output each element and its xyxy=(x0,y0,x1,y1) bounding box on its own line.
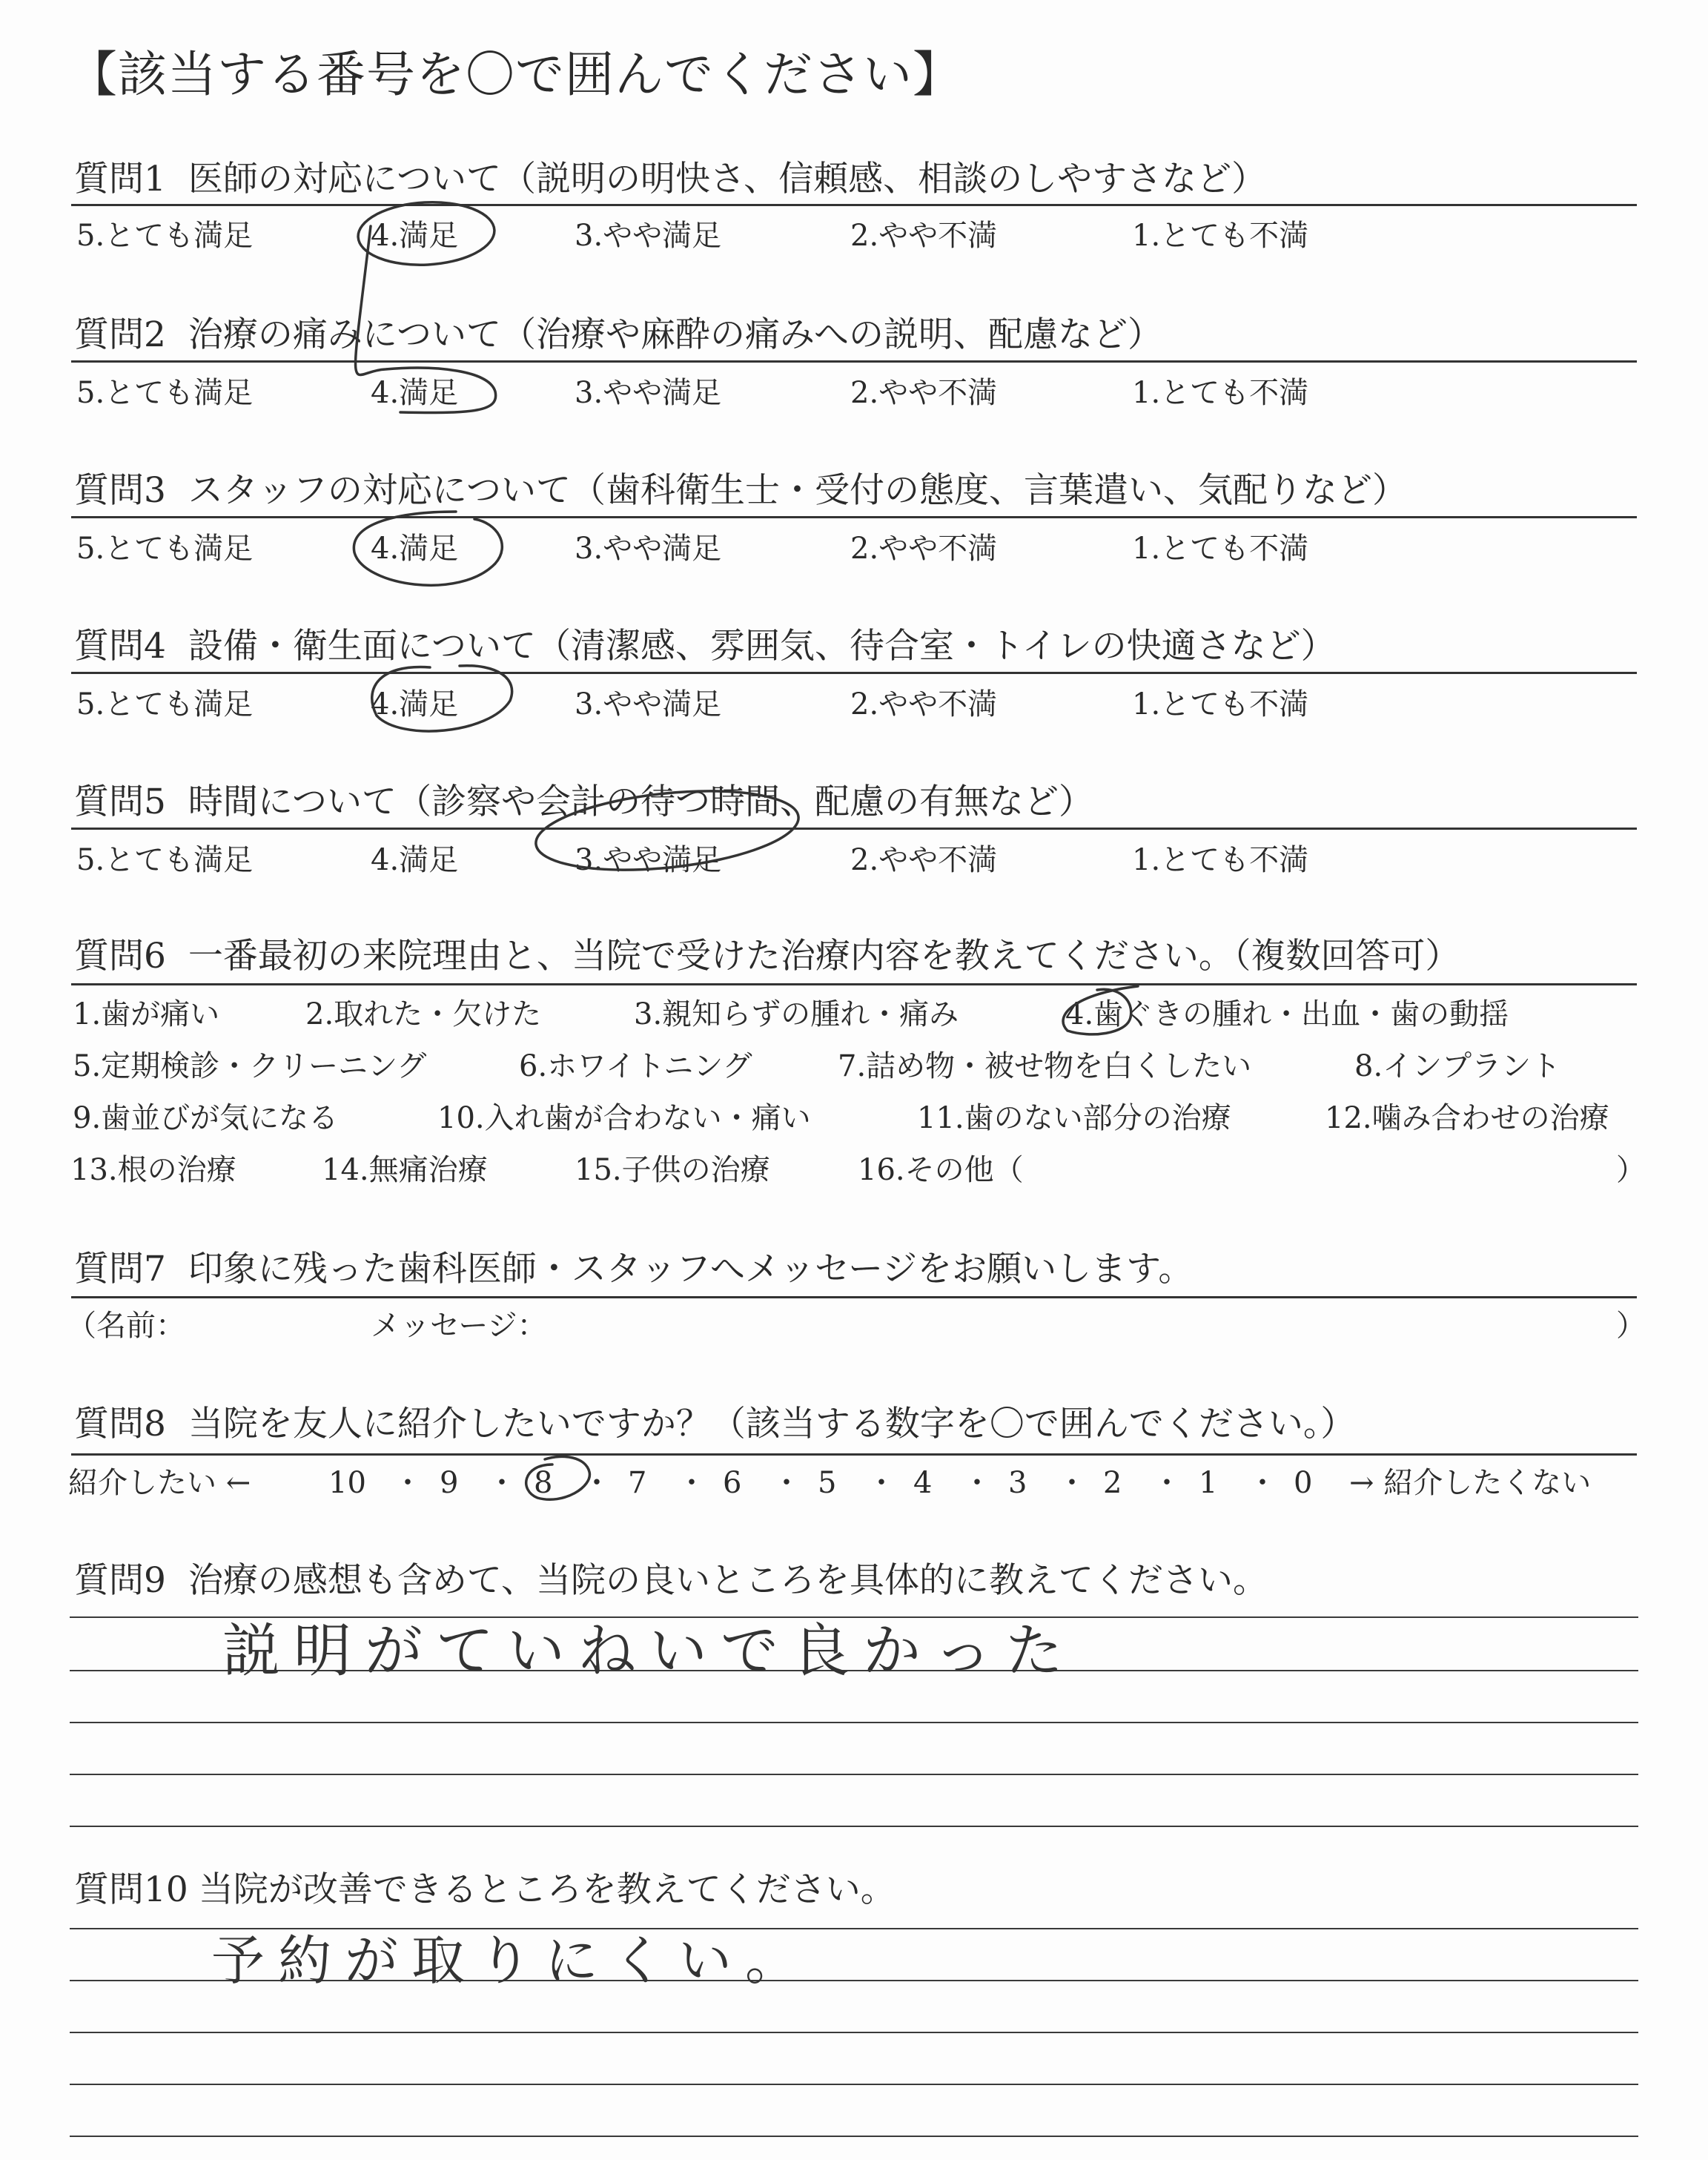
selection-circle xyxy=(1063,986,1138,1034)
question-text: 治療の感想も含めて、当院の良いところを具体的に教えてください。 xyxy=(188,1560,1268,1601)
scale-8-selected[interactable]: 8 xyxy=(534,1466,553,1500)
handwritten-answer[interactable]: 説明がていねいで良かった xyxy=(222,1618,1077,1685)
option[interactable]: 9.歯並びが気になる xyxy=(73,1101,339,1135)
option[interactable]: 5.とても満足 xyxy=(76,843,254,877)
question-number: 質問8 xyxy=(74,1404,166,1444)
option[interactable]: 15.子供の治療 xyxy=(575,1153,770,1187)
separator-dot: ・ xyxy=(582,1466,612,1500)
recommend-right-label: → 紹介したくない xyxy=(1349,1466,1592,1500)
option-selected[interactable]: 4.満足 xyxy=(371,532,459,566)
option[interactable]: 5.とても満足 xyxy=(76,687,254,721)
selection-circle xyxy=(357,199,496,268)
question-text: 治療の痛みについて（治療や麻酔の痛みへの説明、配慮など） xyxy=(188,314,1163,355)
scale-5[interactable]: 5 xyxy=(818,1466,837,1500)
scale-9[interactable]: 9 xyxy=(440,1466,459,1500)
scale-10[interactable]: 10 xyxy=(328,1466,366,1500)
option[interactable]: 1.とても不満 xyxy=(1132,532,1309,566)
option[interactable]: 14.無痛治療 xyxy=(322,1153,488,1187)
scale-0[interactable]: 0 xyxy=(1294,1466,1313,1500)
option[interactable]: 3.親知らずの腫れ・痛み xyxy=(634,997,959,1031)
option[interactable]: 1.とても不満 xyxy=(1132,687,1309,721)
option-selected[interactable]: 4.満足 xyxy=(371,687,459,721)
option[interactable]: 5.とても満足 xyxy=(76,532,254,566)
scale-1[interactable]: 1 xyxy=(1199,1466,1218,1500)
option[interactable]: 2.やや不満 xyxy=(850,532,998,566)
question-text: 時間について（診察や会計の待つ時間、配慮の有無など） xyxy=(188,782,1093,822)
option[interactable]: 4.満足 xyxy=(371,843,459,877)
option[interactable]: 1.とても不満 xyxy=(1132,843,1309,877)
option[interactable]: 10.入れ歯が合わない・痛い xyxy=(437,1101,811,1135)
option[interactable]: 12.噛み合わせの治療 xyxy=(1325,1101,1609,1135)
question-number: 質問2 xyxy=(74,314,166,355)
separator-dot: ・ xyxy=(1057,1466,1087,1500)
separator-dot: ・ xyxy=(393,1466,423,1500)
separator-dot: ・ xyxy=(772,1466,801,1500)
option[interactable]: 7.詰め物・被せ物を白くしたい xyxy=(838,1049,1252,1083)
form-title: 【該当する番号を〇で囲んでください】 xyxy=(68,46,962,103)
recommend-left-label: 紹介したい ← xyxy=(68,1466,251,1500)
option[interactable]: 13.根の治療 xyxy=(70,1153,236,1187)
selection-circle xyxy=(372,666,512,731)
option[interactable]: 2.やや不満 xyxy=(850,843,998,877)
option[interactable]: 2.やや不満 xyxy=(850,687,998,721)
question-number: 質問7 xyxy=(74,1249,166,1289)
question-number: 質問3 xyxy=(74,470,166,511)
question-number: 質問1 xyxy=(74,159,166,199)
separator-dot: ・ xyxy=(677,1466,706,1500)
option[interactable]: 2.やや不満 xyxy=(850,219,998,253)
close-paren: ） xyxy=(1616,1153,1646,1187)
scale-3[interactable]: 3 xyxy=(1008,1466,1027,1500)
option-selected[interactable]: 3.やや満足 xyxy=(575,843,722,877)
question-text: スタッフの対応について（歯科衛生士・受付の態度、言葉遣い、気配りなど） xyxy=(188,470,1407,511)
handwritten-answer[interactable]: 予約が取りにくい。 xyxy=(211,1929,812,1992)
question-text: 医師の対応について（説明の明快さ、信頼感、相談のしやすさなど） xyxy=(188,159,1267,199)
scale-2[interactable]: 2 xyxy=(1103,1466,1122,1500)
option[interactable]: 5.とても満足 xyxy=(76,219,254,253)
option[interactable]: 3.やや満足 xyxy=(575,687,722,721)
separator-dot: ・ xyxy=(1248,1466,1277,1500)
option[interactable]: 5.とても満足 xyxy=(76,376,254,410)
option[interactable]: 3.やや満足 xyxy=(575,532,722,566)
question-number: 質問6 xyxy=(74,936,166,977)
scale-6[interactable]: 6 xyxy=(723,1466,742,1500)
option[interactable]: 2.やや不満 xyxy=(850,376,998,410)
separator-dot: ・ xyxy=(867,1466,896,1500)
selection-circle xyxy=(532,780,803,882)
separator-dot: ・ xyxy=(962,1466,992,1500)
question-text: 当院が改善できるところを教えてください。 xyxy=(198,1869,896,1910)
question-text: 設備・衛生面について（清潔感、雰囲気、待合室・トイレの快適さなど） xyxy=(188,626,1336,667)
selection-circle xyxy=(354,512,502,585)
option[interactable]: 2.取れた・欠けた xyxy=(305,997,542,1031)
option[interactable]: 11.歯のない部分の治療 xyxy=(917,1101,1231,1135)
separator-dot: ・ xyxy=(1152,1466,1182,1500)
message-label: メッセージ： xyxy=(371,1309,547,1343)
option[interactable]: 5.定期検診・クリーニング xyxy=(73,1049,427,1083)
option[interactable]: 8.インプラント xyxy=(1354,1049,1561,1083)
question-number: 質問5 xyxy=(74,782,166,822)
question-number: 質問4 xyxy=(74,626,166,667)
scale-4[interactable]: 4 xyxy=(913,1466,933,1500)
option-selected[interactable]: 4.満足 xyxy=(371,376,459,410)
question-number: 質問9 xyxy=(74,1560,166,1601)
option[interactable]: 1.とても不満 xyxy=(1132,376,1309,410)
separator-dot: ・ xyxy=(487,1466,517,1500)
question-text: 印象に残った歯科医師・スタッフへメッセージをお願いします。 xyxy=(188,1249,1194,1289)
scale-7[interactable]: 7 xyxy=(628,1466,647,1500)
question-text: 当院を友人に紹介したいですか？（該当する数字を〇で囲んでください。） xyxy=(188,1404,1356,1444)
option[interactable]: 1.歯が痛い xyxy=(73,997,220,1031)
option[interactable]: 1.とても不満 xyxy=(1132,219,1309,253)
name-label: （名前： xyxy=(67,1309,185,1343)
option[interactable]: 16.その他（ xyxy=(858,1153,1024,1187)
question-number: 質問10 xyxy=(74,1869,188,1910)
option[interactable]: 3.やや満足 xyxy=(575,376,722,410)
option[interactable]: 6.ホワイトニング xyxy=(519,1049,752,1083)
close-paren: ） xyxy=(1616,1309,1646,1343)
question-text: 一番最初の来院理由と、当院で受けた治療内容を教えてください。（複数回答可） xyxy=(188,936,1460,977)
option-selected[interactable]: 4.満足 xyxy=(371,219,459,253)
selection-circle xyxy=(526,1456,590,1499)
option-selected[interactable]: 4.歯ぐきの腫れ・出血・歯の動揺 xyxy=(1065,997,1509,1031)
option[interactable]: 3.やや満足 xyxy=(575,219,722,253)
